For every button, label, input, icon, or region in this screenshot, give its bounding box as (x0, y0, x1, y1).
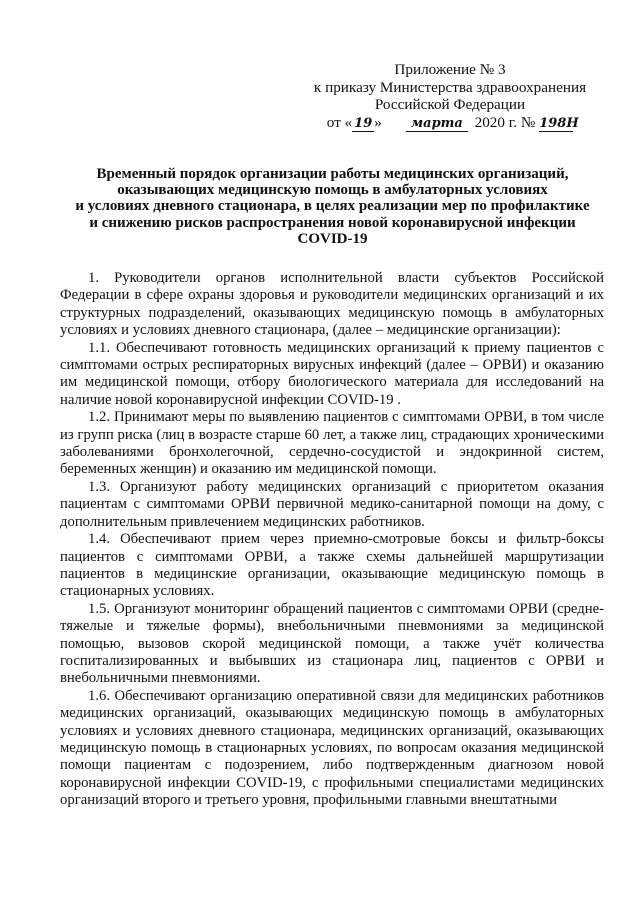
document-title (50, 166, 615, 247)
document-body (60, 270, 604, 810)
paragraph-1-3: 1.3. Организуют работу медицинских организаций с приоритетом оказания пациентам с симптомами ОРВИ первичной медико-санитарной помощи на дому, с дополнительным привлечением медицинских работников. (60, 478, 604, 530)
handwritten-order-number: 198Н (539, 115, 579, 131)
handwritten-month: марта (406, 117, 468, 132)
date-mid: » (374, 113, 382, 131)
paragraph-1-5: 1.5. Организуют мониторинг обращений пациентов с симптомами ОРВИ (средне-тяжелые и тяжелые формы), внебольничными пневмониями за медицинской помощью, вызовов скорой медицинской помощи, а также учёт количества госпитализированных и выбывших из стационара лиц, пациентов с ОРВИ и внебольничными пневмониями. (60, 600, 604, 687)
paragraph-1-1: 1.1. Обеспечивают готовность медицинских организаций к приему пациентов с симптомами острых респираторных вирусных инфекций (далее – ОРВИ) и оказанию им медицинской помощи, отбору биологического материала для исследований на наличие новой коронавирусной инфекции COVID-19 . (60, 339, 604, 408)
order-date-line (300, 114, 600, 132)
title-line: Временный порядок организации работы медицинских организаций, (96, 166, 569, 182)
title-line: COVID-19 (297, 230, 368, 247)
paragraph-1-6: 1.6. Обеспечивают организацию оперативной связи для медицинских работников медицинских организаций, оказывающих медицинскую помощь в амбулаторных условиях и условиях дневного стационара, медицинских организаций, оказывающих медицинскую помощь в стационарных условиях, по вопросам оказания медицинской помощи пациентам с подозрением, либо подтвержденным диагнозом новой коронавирусной инфекции COVID-19, с профильными специалистами медицинских организаций второго и третьего уровня, профильными главными внештатными (60, 687, 604, 809)
title-line: и условиях дневного стационара, в целях реализации мер по профилактике (75, 198, 590, 215)
appendix-number: Приложение № 3 (394, 61, 506, 78)
paragraph-1-2: 1.2. Принимают меры по выявлению пациентов с симптомами ОРВИ, в том числе из групп риска (лиц в возрасте старше 60 лет, а также лиц, страдающих хроническими заболеваниями бронхолегочной, сердечно-сосудистой и эндокринной систем, беременных женщин) и оказанию им медицинской помощи. (60, 409, 604, 478)
appendix-federation: Российской Федерации (374, 96, 526, 113)
appendix-order-ref: к приказу Министерства здравоохранения (313, 78, 587, 96)
handwritten-day: 19 (354, 115, 373, 131)
appendix-header (300, 61, 600, 132)
date-prefix: от « (326, 113, 353, 131)
title-line: и снижению рисков распространения новой коронавирусной инфекции (89, 214, 576, 231)
date-year: 2020 г. № (474, 113, 536, 131)
paragraph-1-4: 1.4. Обеспечивают прием через приемно-смотровые боксы и фильтр-боксы пациентов с симптомами ОРВИ, а также схемы дальнейшей маршрутизации пациентов в медицинские организации, оказывающие медицинскую помощь в стационарных условиях. (60, 531, 604, 600)
title-line: оказывающих медицинскую помощь в амбулаторных условиях (117, 182, 548, 199)
paragraph-1: 1. Руководители органов исполнительной власти субъектов Российской Федерации в сфере охраны здоровья и руководители медицинских организаций и их структурных подразделений, оказывающих медицинскую помощь в амбулаторных условиях и условиях дневного стационара, (далее – медицинские организации): (60, 270, 604, 339)
